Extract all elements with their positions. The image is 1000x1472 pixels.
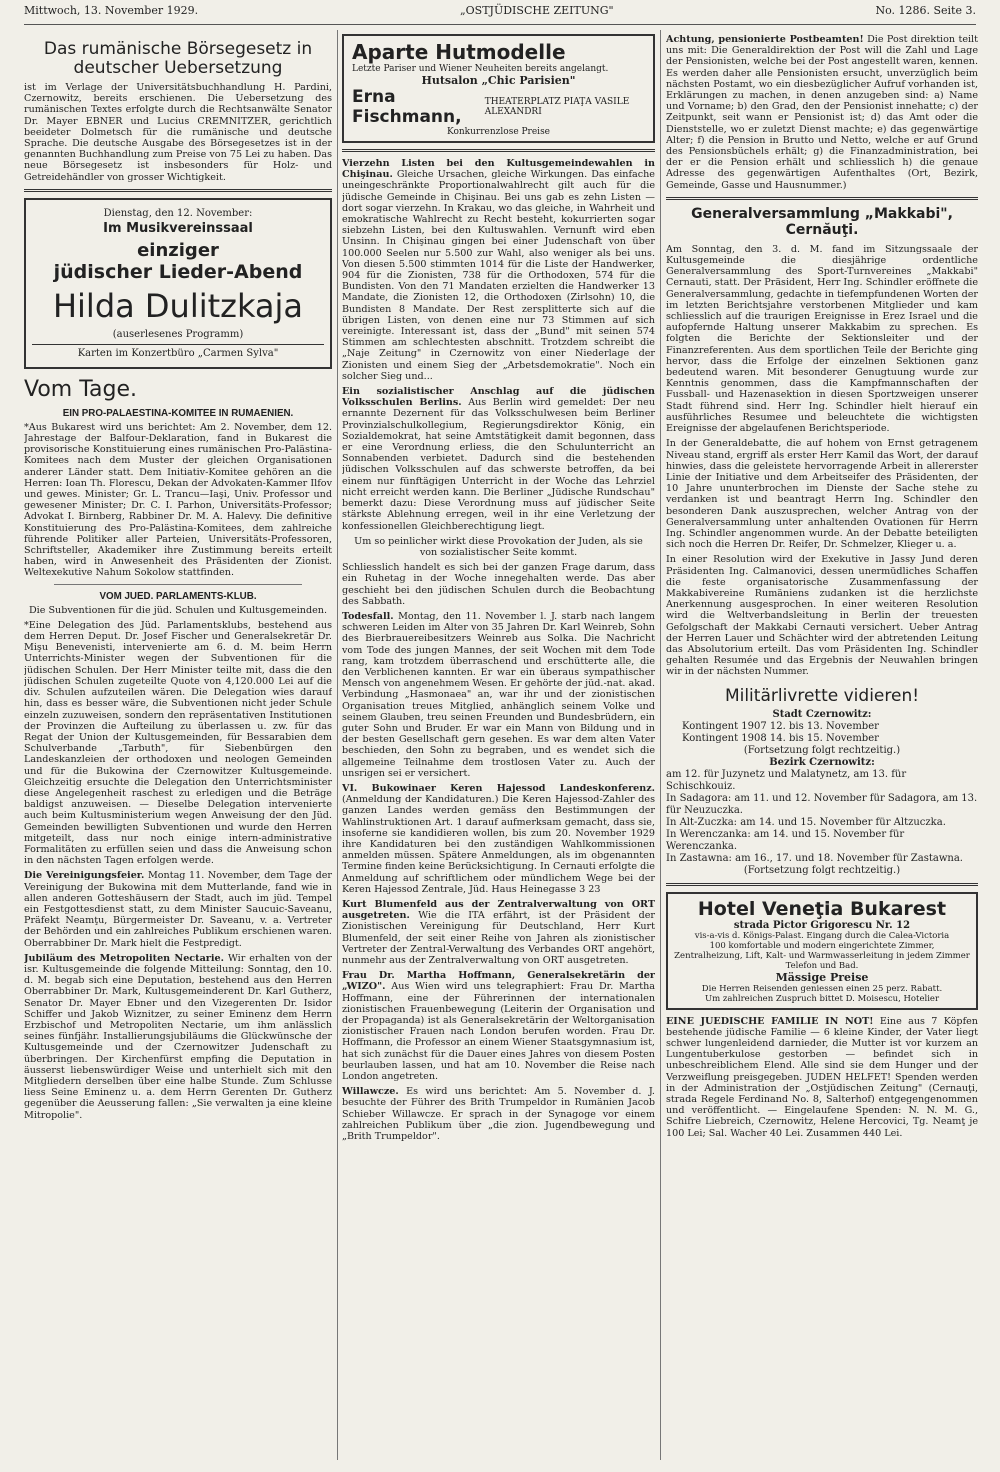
todesfall-text: Montag, den 11. November l. J. starb nach langem schweren Leiden im Alter von 35 Jahren Dr. Karl Weinreb, Sohn des Bierbrauereibesitzers Weinreb aus Solka. Die Nachricht vom Tode des jungen Mannes, der seit Wochen mit dem Tode rang, kam trotzdem überraschend und erschütterte alle, die den Verblichenen kannten. Er war ein überaus sympathischer Mensch von angenehmem Wesen. Er gehörte der jüd.-nat. akad. Verbindung „Hasmonaea" an, war ihr und der zionistischen Organisation treues Mitglied, anhänglich seinem Volke und seinem Glauben, treu seinen Freunden und Bundesbrüdern, ein guter Sohn und Bruder. Er war ein Mann von Bildung und in der besten Gesellschaft gern gesehen. Es war dem alten Vater beschieden, den Sohn zu begraben, und es wendet sich die allgemeine Teilnahme dem trostlosen Vater zu. Auch der unsrigen sei er versichert. bbox=[342, 610, 655, 779]
hat-owner: Erna Fischmann, bbox=[352, 87, 462, 127]
makkabi-title: Generalversammlung „Makkabi", Cernăuţi. bbox=[691, 205, 953, 238]
military-b1: am 12. für Juzynetz und Malatynetz, am 13. für Schischkouiz. bbox=[666, 768, 907, 792]
sozial-quote: Um so peinlicher wirkt diese Provokation der Juden, als sie von sozialistischer Seite kommt. bbox=[354, 535, 643, 558]
hat-prices: Konkurrenzlose Preise bbox=[446, 127, 551, 137]
military-b2: In Sadagora: am 11. und 12. November für Sadagora, am 13. für Neuzuczka. bbox=[666, 792, 978, 816]
family-lead: EINE JUEDISCHE FAMILIE IN NOT! bbox=[666, 1015, 874, 1027]
concert-ad bbox=[24, 198, 332, 369]
column-3 bbox=[666, 34, 978, 1464]
hotel-line2: 100 komfortable und modern eingerichtete Zimmer, Zentralheizung, Lift, Kalt- und Warmwasserleitung in jedem Zimmer Telefon und Bad. bbox=[674, 940, 970, 971]
hotel-line1: vis-a-vis d. Königs-Palast. Eingang durch die Calea-Victoria bbox=[694, 930, 950, 941]
military-continued-2: (Fortsetzung folgt rechtzeitig.) bbox=[743, 864, 901, 876]
wizo-text: Aus Wien wird uns telegraphiert: Frau Dr. Martha Hoffmann, eine der Führerinnen der internationalen zionistischen Frauenbewegung (Leiterin der Organisation und der Propaganda) ist als Generalsekretärin der Weltorganisation zionistischer Frauen nach London berufen worden. Frau Dr. Hoffmann, die Professor an einem Wiener Staatsgymnasium ist, hat sich zunächst für die Dauer eines Jahres von diesem Posten beurlauben lassen, und hat am 10. November die Reise nach London angetreten. bbox=[342, 981, 655, 1083]
keren-lead: VI. Bukowinaer Keren Hajessod Landeskonferenz. bbox=[342, 782, 655, 794]
ort-text: Wie die ITA erfährt, ist der Präsident der Zionistischen Vereinigung für Deutschland, Herr Kurt Blumenfeld, der seit einer Reihe von Jahren als zionistischer Vertreter der Zentral-Verwaltung des Verbandes ORT angehört, nunmehr aus der Zentralverwaltung von ORT ausgetreten. bbox=[342, 910, 655, 967]
komitee-title: EIN PRO-PALAESTINA-KOMITEE IN RUMAENIEN. bbox=[62, 407, 294, 419]
divider bbox=[666, 883, 978, 886]
hat-address: THEATERPLATZ PIAŢA VASILE ALEXANDRI bbox=[484, 97, 630, 117]
military-k2: Kontingent 1908 14. bis 15. November bbox=[682, 732, 879, 744]
komitee-text: *Aus Bukarest wird uns berichtet: Am 2. November, dem 12. Jahrestage der Balfour-Deklaration, fand in Bukarest die provisorische Konstituierung eines rumänischen Pro-Palästina-Komitees nach dem Muster der gleichen Organisationen anderer Länder statt. Dem Initiativ-Komitee gehören an die Herren: Ioan Th. Florescu, Dekan der Advokaten-Kammer Ilfov und gewes. Minister; Gr. L. Trancu—Iaşi, Univ. Professor und gewesener Minister; Dr. C. I. Parhon, Universitäts-Professor; Advokat I. Birnberg, Rabbiner Dr. M. A. Halevy. Die definitive Konstituierung des Pro-Palästina-Komitees, dem zahlreiche führende Politiker aller Parteien, Universitäts-Professoren, Schriftsteller, Akademiker ihre Zustimmung bereits erteilt haben, wird in Anwesenheit des Präsidenten der Zionist. Weltexekutive Nahum Sokolow stattfinden. bbox=[24, 421, 332, 579]
hat-ad bbox=[342, 34, 655, 143]
military-continued: (Fortsetzung folgt rechtzeitig.) bbox=[743, 744, 901, 756]
hotel-line4: Die Herren Reisenden geniessen einen 25 perz. Rabatt. bbox=[701, 983, 943, 994]
column-1 bbox=[24, 34, 332, 1464]
borse-text: ist im Verlage der Universitätsbuchhandlung H. Pardini, Czernowitz, bereits erschienen. Die Uebersetzung des rumänischen Textes erfolgte durch die Rechtsanwälte Senator Dr. Mayer EBNER und Lucius CREMNITZER, gerichtlich beeideter Dolmetsch für die rumänische und deutsche Sprache. Die deutsche Ausgabe des Börsegesetzes ist in der genannten Buchhandlung zum Preise von 75 Lei zu haben. Das neue Börsegesetz ist insbesonders für Holz- und Getreidehändler von grosser Wichtigkeit. bbox=[24, 82, 332, 183]
makkabi-text-2: In der Generaldebatte, die auf hohem von Ernst getragenem Niveau stand, ergriff als erster Herr Kamil das Wort, der darauf hinwies, dass die geleistete hervorragende Arbeit in allererster Linie der Initiative und dem Arbeitseifer des Präsidenten, der 10 Jahre ununterbrochen im Dienste der Sache stehe zu verdanken ist und beantragt Herrn Ing. Schindler den besonderen Dank auszusprechen, welcher Antrag von der Generalversammlung unter anhaltenden Ovationen für Herrn Ing. Schindler angenommen wurde. An der Debatte beteiligten sich noch die Herren Dr. Reifer, Dr. Schmelzer, Klieger u. a. bbox=[666, 438, 978, 551]
concert-name: Hilda Dulitzkaja bbox=[52, 286, 304, 325]
listen-lead: Vierzehn Listen bei den Kultusgemeindewahlen in Chişinau. bbox=[342, 158, 655, 181]
hat-line1: Letzte Pariser und Wiener Neuheiten bereits angelangt. bbox=[352, 64, 609, 74]
section-heading-vom-tage: Vom Tage. bbox=[24, 376, 137, 402]
pension-text: Die Post direktion teilt uns mit: Die Generaldirektion der Post will die Zahl und Lage der Pensionisten, welche bei der Post angestellt waren, kennen. Es werden daher alle Pensionisten ersucht, unverzüglich beim nächsten Postamt, wo ein diesbezüglicher Aufruf vorhanden ist, Erklärungen zu machen, in denen anzugeben sind: a) Name und Vorname; b) den Grad, den der Pensionist innehatte; c) der Zeitpunkt, seit wann er Pensionist ist; d) das Amt oder die Dienststelle, wo er zuletzt Dienst machte; e) das gegenwärtige Alter; f) die Pension in Brutto und Netto, welche er auf Grund des Pensionsbüchels erhält; g) die Finanzadministration, bei der er die Pension erhält und schliesslich h) die genaue Adresse des gegenwärtigen Aufenthaltes (Ort, Bezirk, Gemeinde, Gasse und Hausnummer.) bbox=[666, 34, 978, 191]
header-date: Mittwoch, 13. November 1929. bbox=[24, 4, 199, 17]
concert-date: Dienstag, den 12. November: bbox=[103, 207, 253, 219]
military-b5: In Zastawna: am 16., 17. und 18. November für Zastawna. bbox=[666, 852, 963, 864]
sozial-end: Schliesslich handelt es sich bei der ganzen Frage darum, dass ein Ruhetag in der Woche innegehalten werde. Das aber geschieht bei den jüdischen Schulen durch die Beobachtung des Sabbath. bbox=[342, 562, 655, 607]
military-b3: In Alt-Zuczka: am 14. und 15. November für Altzuczka. bbox=[666, 816, 946, 828]
sozial-lead: Ein sozialistischer Anschlag auf die jüdischen Volksschulen Berlins. bbox=[342, 386, 655, 409]
klub-text: *Eine Delegation des Jüd. Parlamentsklubs, bestehend aus dem Herren Deput. Dr. Josef Fischer und Generalsekretär Dr. Mişu Benevenisti, intervenierte am 6. d. M. beim Herrn Unterrichts-Minister wegen der Subventionen für die jüdischen Schulen. Der Herr Minister teilte mit, dass die den jüdischen Schulen zugeteilte Quote von 4,120.000 Lei auf die div. Schulen aufzuteilen wären. Die Delegation wies darauf hin, dass es besser wäre, die Subventionen nicht jeder Schule einzeln zuzuweisen, sondern den repräsentativen Institutionen der Provinzen die Aufteilung zu überlassen u. zw. für das Regat der Union der Kultusgemeinden, für Bessarabien dem Schulverbande „Tarbuth", für Siebenbürgen den Landeskanzleien der orthodoxen und neologen Gemeinden und für die Bukowina der Czernowitzer Kultusgemeinde. Gleichzeitig ersuchte die Delegation den Unterrichtsminister diese Angelegenheit raschest zu erledigen und die Beträge baldigst anzuweisen. — Dieselbe Delegation intervenierte auch beim Kultusministerium wegen Anweisung der den Jüd. Gemeinden bewilligten Subventionen und wurde den Herren mitgeteilt, dass nur noch einige intern-administrative Formalitäten zu erfüllen seien und dass die Anweisung schon in den nächsten Tagen erfolgen werde. bbox=[24, 619, 332, 867]
willawcze-text: Es wird uns berichtet: Am 5. November d. J. besuchte der Führer des Brith Trumpeldor in Rumänien Jacob Schieber Willawcze. Er sprach in der Synagoge vor einem zahlreichen Publikum über „die zion. Jugendbewegung und „Brith Trumpeldor". bbox=[342, 1086, 655, 1143]
divider bbox=[24, 189, 332, 192]
column-divider bbox=[660, 30, 661, 1460]
ort-lead: Kurt Blumenfeld aus der Zentralverwaltung von ORT ausgetreten. bbox=[342, 899, 655, 922]
borse-title: Das rumänische Börsegesetz in deutscher Uebersetzung bbox=[43, 39, 313, 78]
hotel-name: Hotel Veneţia Bukarest bbox=[697, 897, 947, 920]
concert-hall: Im Musikvereinssaal bbox=[103, 220, 253, 236]
verein-text: Montag 11. November, dem Tage der Vereinigung der Bukowina mit dem Mutterlande, fand wie in allen anderen Gotteshäusern der Stadt, auch im jüd. Tempel ein Festgottesdienst statt, zu dem Minister Saucuic-Saveanu, Präfekt Neamţu, Bürgermeister Dr. Saveanu, v. a. Vertreter der Behörden und ein zahlreiches Publikum erschienen waren. Oberrabbiner Dr. Mark hielt die Festpredigt. bbox=[24, 870, 332, 949]
divider bbox=[342, 149, 655, 152]
sozial-text: Aus Berlin wird gemeldet: Der neu ernannte Dezernent für das Volksschulwesen beim Berliner Provinzialschulkollegium, Regierungsdirektor König, ein Sozialdemokrat, hat seine Amtstätigkeit damit begonnen, dass er eine Verordnung erliess, die den Schulunterricht an Sonnabenden verbietet. Dadurch sind die bestehenden jüdischen Volksschulen auf das schwerste betroffen, da bei einem nur fünftägigen Unterricht in der Woche das Lehrziel nicht erreicht werden kann. Die Berliner „Jüdische Rundschau" bemerkt dazu: Diese Verordnung muss auf jüdischer Seite stärkste Ablehnung erregen, weil in ihr eine Verletzung der konfessionellen Gleichberechtigung liegt. bbox=[342, 397, 655, 532]
makkabi-text-3: In einer Resolution wird der Exekutive in Jassy Jund deren Präsidenten Ing. Calmanovici, dessen unermüdliches Schaffen die feste organisatorische Zusammenfassung der Makkabivereine Rumäniens zudanken ist die herzlichste Anerkennung ausgesprochen. In einer weiteren Resolution wird die Weltverbandsleitung in Berlin der treuesten Gefolgschaft der Makkabi Cernauti versichert. Ueber Antrag der Herren Lauer und Schächter wird der abtretenden Leitung das Absolutorium erteilt. Das vom Präsidenten Ing. Schindler gehalten Resumée und das Ergebnis der Neuwahlen bringen wir in der nächsten Nummer. bbox=[666, 554, 978, 678]
column-divider bbox=[337, 30, 338, 1460]
todesfall-lead: Todesfall. bbox=[342, 610, 394, 622]
hotel-ad bbox=[666, 892, 978, 1010]
hat-salon: Hutsalon „Chic Parisien" bbox=[421, 74, 576, 87]
klub-title: VOM JUED. PARLAMENTS-KLUB. bbox=[99, 590, 257, 602]
header-title: „OSTJÜDISCHE ZEITUNG" bbox=[459, 4, 614, 17]
verein-lead: Die Vereinigungsfeier. bbox=[24, 870, 145, 882]
column-2 bbox=[342, 34, 655, 1464]
listen-text: Gleiche Ursachen, gleiche Wirkungen. Das einfache uneingeschränkte Proportionalwahlrecht gilt auch für die jüdische Gemeinde in Chişinau. Bei uns gab es zehn Listen — dort sogar vierzehn. In Krakau, wo das gleiche, in Wahrheit und emokratische Wahlrecht zu Recht besteht, kokurrierten sogar siebzehn Listen, bei den Kultuswahlen. Vernunft wird eben Unsinn. In Chişinau gingen bei einer Judenschaft von über 100.000 Seelen nur 5.500 zur Wahl, also weniger als bei uns. Von diesen 5.500 stimmten 1014 für die Liste der Handwerker, 904 für die Zionisten, 738 für die Orthodoxen, 574 für die Bundisten. Von den 71 Mandaten erzielten die Handwerker 13 Mandate, die Zionisten 12, die Orthodoxen (Zirlsohn) 10, die Bundisten 8 Mandate. Der Rest zersplitterte sich auf die übrigen Listen, von denen eine nur 73 Stimmen auf sich vereinigte. Interessant ist, dass der „Bund" mit seinen 574 Stimmen am schlechtesten abschnitt. Trotzdem schreibt die „Naje Zeitung" in Czernowitz von einer Niederlage der Zionisten und einem Sieg der „Arbetsdemokratie". Noch ein solcher Sieg und... bbox=[342, 169, 655, 382]
page-header bbox=[24, 4, 976, 25]
family-text: Eine aus 7 Köpfen bestehende jüdische Familie — 6 kleine Kinder, der Vater liegt schwer lungenleidend darnieder, die Mutter ist vor kurzem an Lungentuberkulose gestorben — befindet sich in unbeschreiblichem Elend. Alle sind sie dem Hunger und der Verzweiflung preisgegeben. JUDEN HELFET! Spenden werden in der Administration der „Ostjüdischen Zeitung" (Cernauţi, strada Regele Ferdinand No. 8, Salterhof) entgegengenommen und veröffentlicht. — Eingelaufene Spenden: N. N. M. G., Schifre Liebreich, Czernowitz, Helene Hercovici, Tg. Neamţ je 100 Lei; Sal. Wacher 40 Lei. Zusammen 440 Lei. bbox=[666, 1015, 978, 1139]
hat-title: Aparte Hutmodelle bbox=[352, 40, 566, 64]
hotel-street: strada Pictor Grigorescu Nr. 12 bbox=[733, 919, 911, 931]
header-page: No. 1286. Seite 3. bbox=[875, 4, 976, 17]
military-district: Bezirk Czernowitz: bbox=[769, 756, 875, 768]
military-city: Stadt Czernowitz: bbox=[772, 708, 872, 720]
wizo-lead: Frau Dr. Martha Hoffmann, Generalsekretärin der „WIZO". bbox=[342, 970, 655, 993]
klub-subtitle: Die Subventionen für die jüd. Schulen und Kultusgemeinden. bbox=[28, 604, 327, 616]
hotel-line5: Um zahlreichen Zuspruch bittet D. Moisescu, Hotelier bbox=[704, 993, 940, 1004]
concert-l1: einziger bbox=[137, 239, 219, 261]
willawcze-lead: Willawcze. bbox=[342, 1086, 399, 1098]
concert-programme: (auserlesenes Programm) bbox=[112, 328, 244, 340]
military-title: Militärlivrette vidieren! bbox=[724, 685, 920, 706]
military-k1: Kontingent 1907 12. bis 13. November bbox=[682, 720, 879, 732]
concert-l2: jüdischer Lieder-Abend bbox=[53, 260, 303, 283]
pension-lead: Achtung, pensionierte Postbeamten! bbox=[666, 34, 864, 45]
military-b4: In Werenczanka: am 14. und 15. November für Werenczanka. bbox=[666, 828, 905, 852]
separator bbox=[54, 584, 302, 585]
jubilaeum-text: Wir erhalten von der isr. Kultusgemeinde die folgende Mitteilung: Sonntag, den 10. d. M. begab sich eine Deputation, bestehend aus den Herren Oberrabbiner Dr. Mark, Kultusgemeinderent Dr. Karl Gutherz, Senator Dr. Mayer Ebner und den Vizegerenten Dr. Isidor Schiffer und Jakob Wiznitzer, zu seiner Eminenz dem Herrn Erzbischof und Metropoliten Nectarie, um ihm anlässlich seines fünfjähr. Installierungsjubiläums die Glückwünsche der Kultusgemeinde und der Czernowitzer Judenschaft zu überbringen. Der Kirchenfürst empfing die Deputation in äusserst liebenswürdiger Weise und unterhielt sich mit den Mitgliedern derselben über eine halbe Stunde. Zum Schlusse liess Seine Eminenz u. a. dem Herrn Gerenten Dr. Gutherz gegenüber die Aeusserung fallen: „Sie verwalten ja eine kleine Mitropolie". bbox=[24, 952, 332, 1121]
divider bbox=[666, 197, 978, 200]
concert-tickets: Karten im Konzertbüro „Carmen Sylva" bbox=[32, 344, 324, 359]
jubilaeum-lead: Jubiläum des Metropoliten Nectarie. bbox=[24, 952, 224, 964]
hotel-prices: Mässige Preise bbox=[775, 970, 869, 984]
makkabi-text: Am Sonntag, den 3. d. M. fand im Sitzungssaale der Kultusgemeinde die diesjährige ordentliche Generalversammlung des Sport-Turnvereines „Makkabi" Cernauti, statt. Der Präsident, Herr Ing. Schindler eröffnete die Generalversammlung, gedachte in tiefempfundenen Worten der im letzten Berichtsjahre verstorbenen Mitglieder und kam schliesslich auf die traurigen Ereignisse in Erez Israel und die aufopfernde Haltung unserer Makkabim zu sprechen. Es folgten die Berichte der Sektionsleiter und der Finanzreferenten. Aus dem sportlichen Teile der Berichte ging hervor, dass die Erfolge der einzelnen Sektionen ganz bedeutend waren. Mit besonderer Genugtuung wurde zur Kenntnis genommen, dass die Kampfmannschaften der Fussball- und Hazenasektion in diesen Sportzweigen unserer Stadt führend sind. Herr Ing. Schindler hielt hierauf ein ausführliches Resumee und beleuchtete die wichtigsten Ereignisse der abgelaufenen Berichtsperiode. bbox=[666, 243, 978, 435]
keren-text: (Anmeldung der Kandidaturen.) Die Keren Hajessod-Zahler des ganzen Landes werden gemäss den Bestimmungen der Wahlinstruktionen Art. 1 darauf aufmerksam gemacht, dass sie, insoferne sie kandidieren wollen, bis zum 20. November 1929 ihre Kandidaturen bei den zuständigen Wahlkommissionen anmelden müssen. Spätere Anmeldungen, als im obgenannten Termine finden keine Berücksichtigung. In Cernauti erfolgte die Anmeldung auf schriftlichem oder mündlichem Wege bei der Keren Hajessod Zentrale, Jüd. Haus Heinegasse 3 23 bbox=[342, 794, 655, 895]
